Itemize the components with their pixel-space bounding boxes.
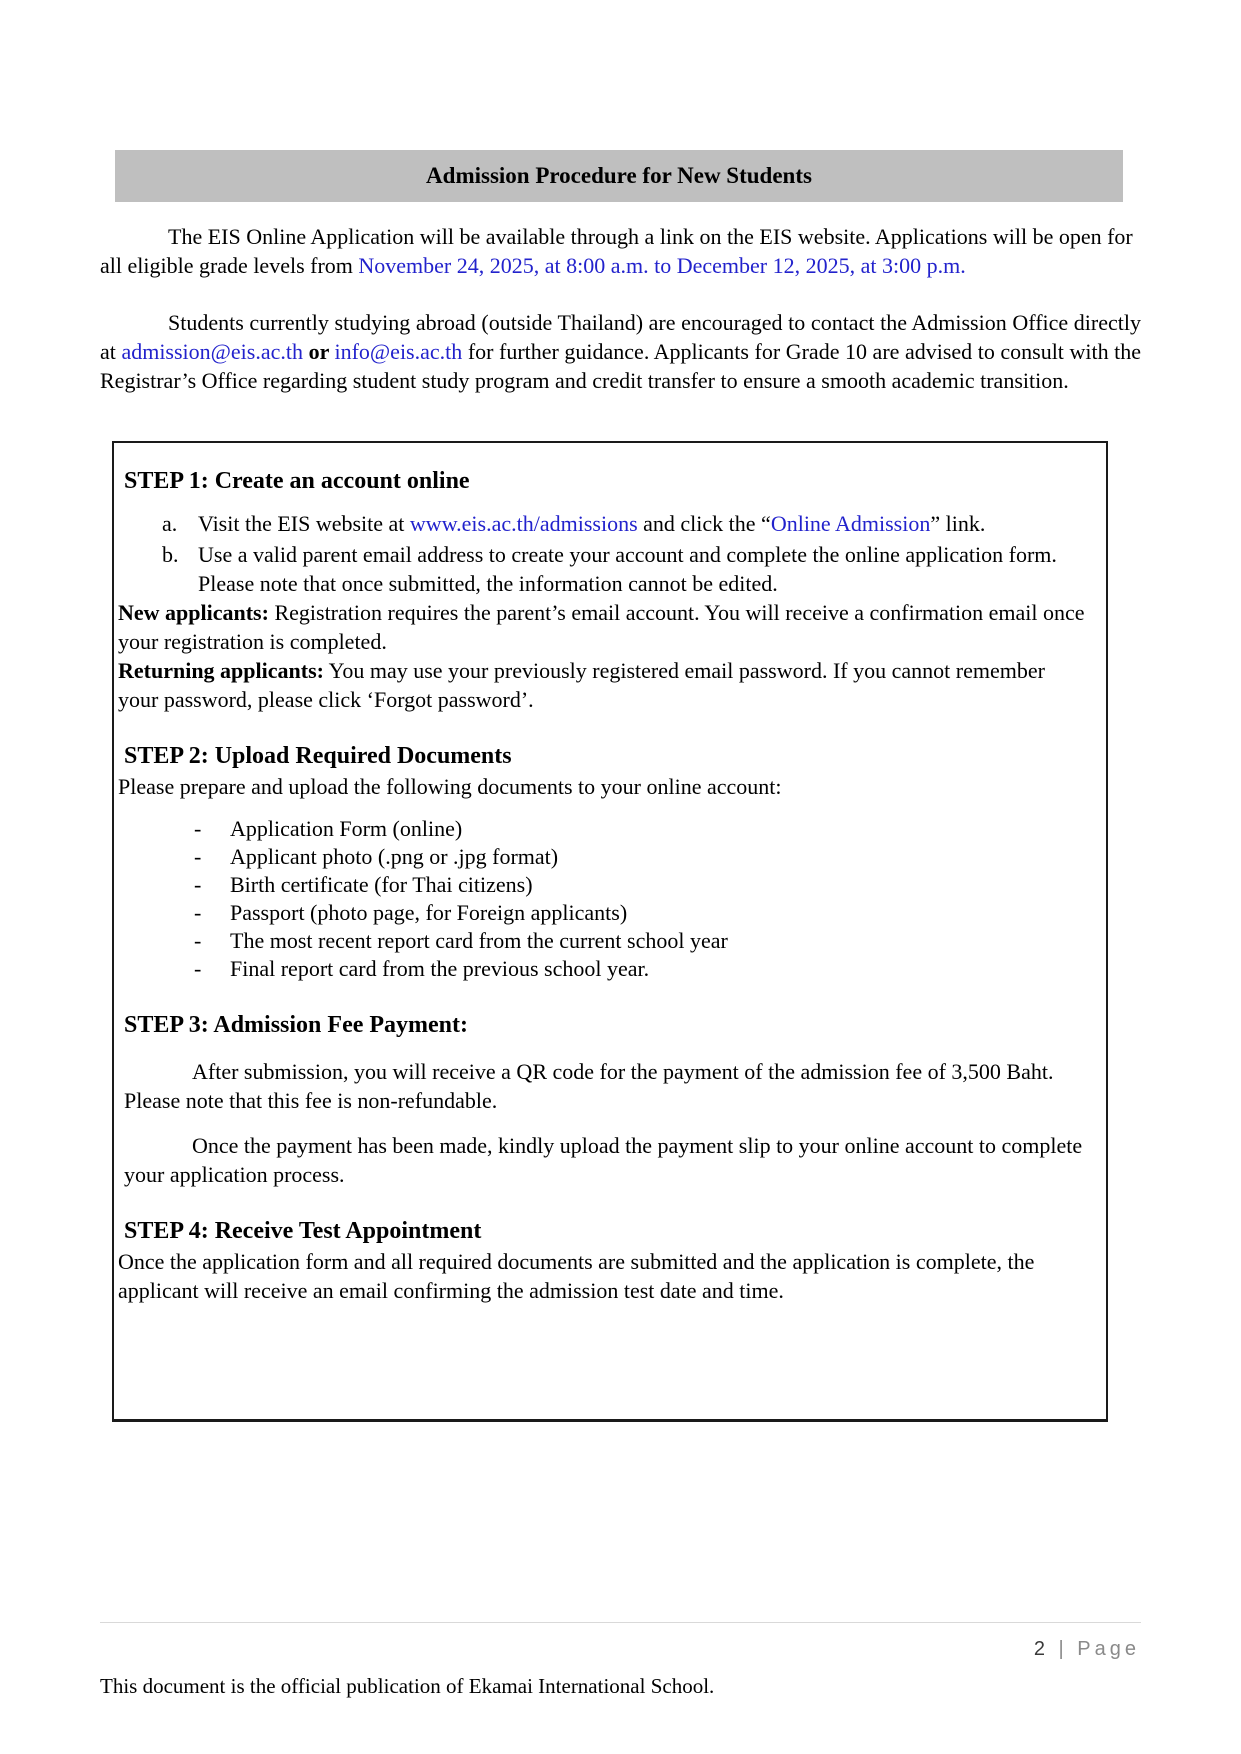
admission-steps-box — [112, 441, 1108, 1422]
dash-bullet: - — [194, 900, 202, 925]
info-email-link[interactable]: info@eis.ac.th — [334, 339, 463, 364]
footer-note: This document is the official publication of Ekamai International School. — [100, 1674, 715, 1698]
title-banner — [115, 150, 1123, 202]
intro-p2-text-1: Students currently studying abroad (outside Thailand) are encouraged to contact the Admission Office directly at — [100, 310, 1141, 364]
intro-p2-text-2: for further guidance. Applicants for Grade 10 are advised to consult with the Registrar’s Office regarding student study program and credit transfer to ensure a smooth academic transition. — [100, 339, 1141, 393]
returning-applicants-label: Returning applicants: — [118, 658, 324, 683]
list-item — [194, 955, 1090, 983]
item-a-text-1: Visit the EIS website at — [198, 511, 410, 536]
page-title: Admission Procedure for New Students — [426, 163, 812, 188]
document-page — [100, 0, 1141, 1422]
intro-paragraph-2 — [100, 308, 1141, 395]
new-applicants-text: Registration requires the parent’s email account. You will receive a confirmation email once your registration is completed. — [118, 600, 1085, 654]
item-a-text-3: ” link. — [930, 511, 986, 536]
step3-paragraph-2: Once the payment has been made, kindly upload the payment slip to your online account to complete your application process. — [124, 1133, 1083, 1187]
list-item-text: Birth certificate (for Thai citizens) — [230, 872, 533, 897]
item-a-marker: a. — [162, 511, 178, 536]
list-item-text: Application Form (online) — [230, 816, 463, 841]
dash-bullet: - — [194, 816, 202, 841]
intro-p1-text: The EIS Online Application will be available through a link on the EIS website. Applications will be open for all eligible grade levels from — [100, 224, 1133, 278]
returning-applicants-paragraph — [118, 656, 1090, 714]
returning-applicants-text: You may use your previously registered email password. If you cannot remember your password, please click ‘Forgot password’. — [118, 658, 1045, 712]
page-number — [1034, 1638, 1140, 1661]
required-documents-list — [194, 815, 1090, 983]
step1-heading: STEP 1: Create an account online — [124, 468, 470, 494]
dash-bullet: - — [194, 844, 202, 869]
dash-bullet: - — [194, 956, 202, 981]
list-item-text: The most recent report card from the current school year — [230, 928, 728, 953]
online-admission-link[interactable]: Online Admission — [770, 511, 931, 536]
step1-item-a — [162, 509, 1090, 538]
step3-heading: STEP 3: Admission Fee Payment: — [124, 1012, 469, 1038]
dash-bullet: - — [194, 872, 202, 897]
new-applicants-paragraph — [118, 598, 1090, 656]
list-item — [194, 815, 1090, 843]
application-window-dates: November 24, 2025, at 8:00 a.m. to December 12, 2025, at 3:00 p.m. — [358, 253, 966, 278]
list-item — [194, 899, 1090, 927]
list-item-text: Final report card from the previous school year. — [230, 956, 650, 981]
step2-heading: STEP 2: Upload Required Documents — [124, 743, 512, 769]
list-item-text: Passport (photo page, for Foreign applicants) — [230, 900, 628, 925]
step3-paragraph-1: After submission, you will receive a QR code for the payment of the admission fee of 3,500 Baht. Please note that this fee is non-refundable. — [124, 1059, 1054, 1113]
step4-heading: STEP 4: Receive Test Appointment — [124, 1218, 482, 1244]
page-number-value: 2 — [1033, 1638, 1049, 1660]
step1-list — [162, 509, 1090, 598]
page-word: Page — [1077, 1638, 1140, 1660]
admissions-url-link[interactable]: www.eis.ac.th/admissions — [409, 511, 638, 536]
step4-paragraph: Once the application form and all required documents are submitted and the application is complete, the applicant will receive an email confirming the admission test date and time. — [118, 1249, 1035, 1303]
footer-divider — [100, 1622, 1141, 1623]
item-a-text-2: and click the “ — [637, 511, 771, 536]
item-b-marker: b. — [162, 542, 179, 567]
list-item-text: Applicant photo (.png or .jpg format) — [230, 844, 559, 869]
list-item — [194, 871, 1090, 899]
item-b-text: Use a valid parent email address to create your account and complete the online application form. Please note that once submitted, the information cannot be edited. — [198, 542, 1057, 596]
dash-bullet: - — [194, 928, 202, 953]
step2-intro: Please prepare and upload the following documents to your online account: — [118, 774, 782, 799]
or-connector: or — [303, 339, 335, 364]
new-applicants-label: New applicants: — [118, 600, 269, 625]
list-item — [194, 843, 1090, 871]
list-item — [194, 927, 1090, 955]
page-number-separator: | — [1058, 1638, 1068, 1660]
intro-paragraph-1 — [100, 222, 1141, 280]
step1-item-b — [162, 540, 1090, 598]
admission-email-link[interactable]: admission@eis.ac.th — [121, 339, 304, 364]
item-a-text — [198, 509, 1090, 538]
